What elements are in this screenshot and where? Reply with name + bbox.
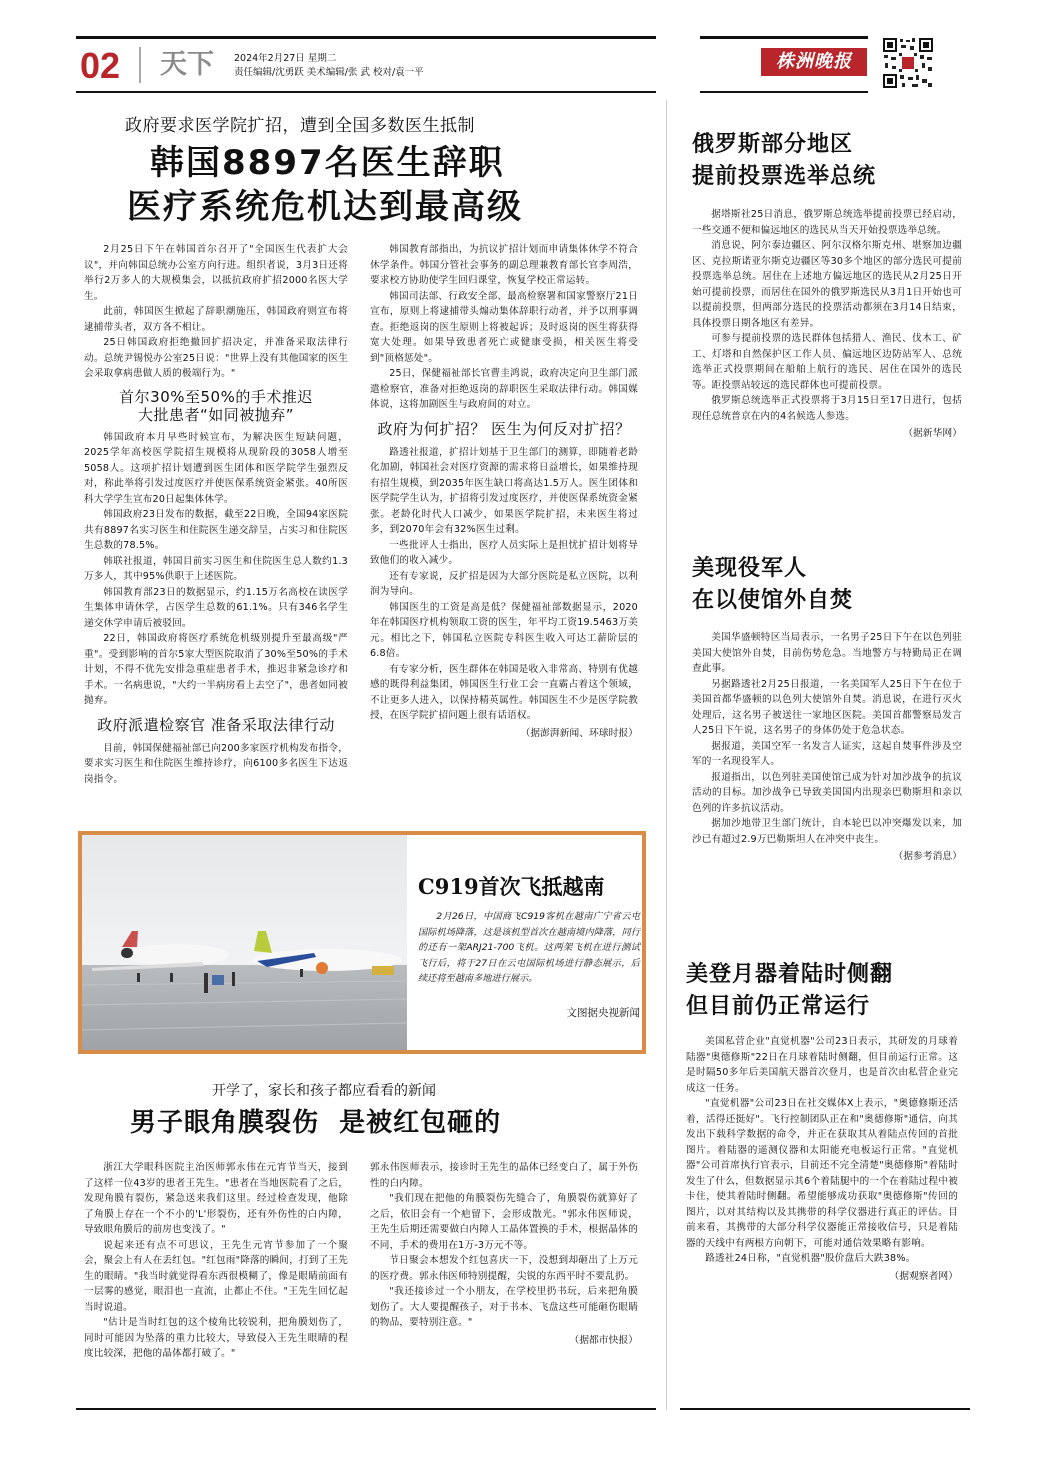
logo-text: 株洲晚报	[776, 51, 852, 72]
paragraph: 此前，韩国医生掀起了辞职潮施压，韩国政府则宣布将逮捕带头者，双方各不相让。	[84, 306, 348, 333]
paragraph: 据塔斯社25日消息，俄罗斯总统选举提前投票已经启动，一些交通不便和偏远地区的选民从当天开始投票选举总统。	[692, 209, 962, 236]
top-rule-right	[700, 36, 868, 39]
paragraph: 25日韩国政府拒绝撤回扩招决定，并准备采取法律行动。总统尹锡悦办公室25日说："世界上没有其他国家的医生会采取拿病患做人质的极端行为。"	[84, 337, 348, 379]
source-credit: （据都市快报）	[569, 1334, 638, 1346]
paragraph: 美国华盛顿特区当局表示，一名男子25日下午在以色列驻美国大使馆外自焚，目前伤势危急。当地警方与特勤局正在调查此事。	[692, 632, 962, 674]
russia-headline-line2: 提前投票选举总统	[692, 163, 877, 189]
paragraph: 路透社24日称，"直觉机器"股价盘后大跌38%。	[705, 1253, 916, 1264]
cornea-column-2	[370, 1160, 638, 1349]
paragraph: 报道指出，以色列驻美国使馆已成为针对加沙战争的抗议活动的目标。加沙战争已导致美国国内出现亲巴勒斯坦和亲以色列的许多抗议活动。	[692, 771, 962, 814]
paragraph: 韩国教育部指出，为抗议扩招计划而申请集体休学不符合休学条件。韩国分管社会事务的副总理兼教育部长官李周浩，要求校方协助使学生回归课堂，恢复学校正常运转。	[370, 244, 638, 286]
paragraph: 另据路透社2月25日报道，一名美国军人25日下午在位于美国首都华盛顿的以色列大使馆外自焚。消息说，在进行灭火处理后，这名男子被送往一家地区医院。美国首都警察局发言人25日下午说，这名男子的身体仍处于危急状态。	[692, 678, 962, 736]
masthead-bottom-rule	[76, 91, 656, 93]
subheading-line: 大批患者“如同被抛弃”	[137, 405, 295, 424]
us-soldier-headline-line1: 美现役军人	[692, 555, 808, 581]
paragraph: 2月25日下午在韩国首尔召开了"全国医生代表扩大会议"，并向韩国总统办公室方向行进。组织者说，3月3日还将举行2万多人的大规模集会，以抵抗政府扩招2000名医大学生。	[84, 244, 348, 302]
cornea-column-1	[84, 1160, 348, 1362]
cornea-kicker: 开学了，家长和孩子都应看看的新闻	[212, 1083, 436, 1099]
source-credit: （据新华网）	[903, 428, 962, 439]
main-story-column-2	[370, 242, 638, 742]
paragraph: 据加沙地带卫生部门统计，自本轮巴以冲突爆发以来，加沙已有超过2.9万巴勒斯坦人在冲突中丧生。	[692, 818, 962, 845]
photo-story-body: 2月26日，中国商飞C919客机在越南广宁省云屯国际机场降落，这是该机型首次在越南境内降落，同行的还有一架ARJ21-700飞机。这两架飞机在进行测试飞行后，将于27日在云屯国际机场进行静态展示，后续还将至越南多地进行展示。	[418, 911, 640, 984]
lander-story-body	[686, 1034, 958, 1285]
paragraph: 郭永伟医师表示，接诊时王先生的晶体已经变白了，属于外伤性的白内障。	[370, 1162, 638, 1189]
paragraph: 韩国教育部23日的数据显示，约1.15万名高校在读医学生集体申请休学，占医学生总数的61.1%。只有346名学生递交休学申请后被驳回。	[84, 586, 348, 629]
cornea-headline: 男子眼角膜裂伤 是被红包砸的	[130, 1108, 502, 1138]
source-credit: （据澎湃新闻、环球时报）	[520, 727, 638, 739]
paragraph: 可参与提前投票的选民群体包括猎人、渔民、伐木工、矿工、灯塔和自然保护区工作人员、偏远地区边防站军人、总统选举正式投票期间在船舶上航行的选民、居住在国外的选民等。距投票站较远的选民群体也可提前投票。	[692, 333, 962, 391]
paragraph: 浙江大学眼科医院主治医师郭永伟在元宵节当天，接到了这样一位43岁的患者王先生。"患者在当地医院看了之后，发现角膜有裂伤，紧急送来我们这里。经过检查发现，他除了角膜上存在一个不小的'L'形裂伤，还有外伤性的白内障，导致眼角膜后的前房也变浅了。"	[84, 1162, 348, 1235]
top-rule	[76, 36, 656, 39]
bottom-rule	[76, 1408, 656, 1410]
paragraph: 韩国司法部、行政安全部、最高检察署和国家警察厅21日宣布，原则上将逮捕带头煽动集体辞职行动者，并予以刑事调查。拒绝返岗的医生原则上将被起诉；及时返岗的医生将获得宽大处理。如果导致患者死亡或健康受损，相关医生将受到"顶格惩处"。	[370, 290, 638, 364]
section-divider	[139, 47, 141, 83]
russia-headline-line1: 俄罗斯部分地区	[692, 131, 854, 157]
paragraph: 一些批评人士指出，医疗人员实际上是担忧扩招计划将导致他们的收入减少。	[370, 539, 638, 566]
main-headline-line2: 医疗系统危机达到最高级	[127, 187, 523, 227]
issue-date: 2024年2月27日 星期二	[234, 53, 337, 64]
paragraph: 韩联社报道，韩国目前实习医生和住院医生总人数约1.3万多人，其中95%供职于上述医院。	[84, 555, 348, 582]
paragraph: 有专家分析，医生群体在韩国是收入非常高、特别有优越感的既得利益集团，韩国医生行业工会一直霸占着这个领域，不让更多人进入，以保持精英属性。韩国医生不少是医学院教授，在医学院扩招问题上很有话语权。	[370, 663, 638, 721]
photo-story-frame	[78, 831, 646, 1054]
main-story-column-1	[84, 242, 348, 787]
source-credit: （据参考消息）	[893, 851, 962, 862]
subheading-surgery-delay	[84, 388, 348, 424]
aircraft-photo	[82, 835, 407, 1050]
paragraph: "直觉机器"公司23日在社交媒体X上表示，"奥德修斯还活着，活得还挺好"。飞行控制团队正在和"奥德修斯"通信，向其发出下载科学数据的命令，并正在获取其从着陆点传回的首批图片。着陆器的遥测仪器和太阳能充电板运行正常。"直觉机器"公司首席执行官表示，目前还不完全清楚"奥德修斯"着陆时发生了什么，但数据显示其6个着陆腿中的一个在着陆过程中被卡住，使其着陆时侧翻。希望能够成功获取"奥德修斯"传回的图片，以对其结构以及其携带的科学仪器进行真正的评估。目前来看，其携带的大部分科学仪器能正常接收信号，只是着陆器的天线中有两根方向朝下，可能对通信效果略有影响。	[686, 1098, 958, 1249]
paragraph: 25日，保健福祉部长官曹圭鸿说，政府决定向卫生部门派遣检察官，准备对拒绝返岗的辞职医生采取法律行动。韩国媒体说，这将加剧医生与政府间的对立。	[370, 368, 638, 410]
paragraph: "我还接诊过一个小朋友，在学校里扔书玩，后来把角膜划伤了。大人要提醒孩子，对于书本、飞盘这些可能砸伤眼睛的物品，要特别注意。"	[370, 1286, 638, 1328]
paragraph: "估计是当时红包的这个棱角比较锐利，把角膜划伤了，同时可能因为坠落的重力比较大，导致侵入王先生眼睛的程度比较深，把他的晶体都打破了。"	[84, 1317, 348, 1359]
column-divider	[666, 100, 667, 1410]
lander-headline-line2: 但目前仍正常运行	[686, 993, 871, 1019]
paragraph: 俄罗斯总统选举正式投票将于3月15日至17日进行，包括现任总统普京在内的4名候选人参选。	[692, 395, 962, 422]
lander-story	[686, 958, 966, 1022]
paragraph: 还有专家说，反扩招是因为大部分医院是私立医院，以利润为导向。	[370, 570, 638, 597]
paragraph: 路透社报道，扩招计划基于卫生部门的测算，即随着老龄化加剧，韩国社会对医疗资源的需求将日益增长，如果维持现有招生规模，到2035年医生缺口将高达1.5万人。医生团体和医学院学生认为，扩招将引发过度医疗，并使医保系统资金紧张。老龄化时代人口减少，如果医学院扩招，未来医生将过多，到2070年会有32%医生过剩。	[370, 446, 638, 535]
us-soldier-story	[692, 552, 964, 616]
qr-code-icon	[882, 37, 934, 89]
paragraph: 韩国政府本月早些时候宣布，为解决医生短缺问题，2025学年高校医学院招生规模将从现阶段的3058人增至5058人。这项扩招计划遭到医生团体和医学院学生强烈反对，称此举将引发过度医疗并使医保系统资金紧张。40所医科大学学生宣布20日起集体休学。	[84, 431, 348, 505]
subheading-why-expand: 政府为何扩招？ 医生为何反对扩招？	[377, 419, 631, 438]
us-soldier-story-body	[692, 630, 962, 865]
source-credit: （据观察者网）	[889, 1270, 958, 1282]
masthead-bottom-rule-right	[700, 91, 868, 93]
paragraph: 美国私营企业"直觉机器"公司23日表示，其研发的月球着陆器"奥德修斯"22日在月球着陆时侧翻，但目前运行正常。这是时隔50多年后美国航天器首次登月，也是首次由私营企业完成这一任务。	[686, 1036, 958, 1094]
us-soldier-headline-line2: 在以使馆外自焚	[692, 587, 854, 613]
bottom-rule-right	[680, 1408, 970, 1410]
lander-headline-line1: 美登月器着陆时侧翻	[686, 961, 894, 987]
russia-story	[692, 128, 964, 192]
paragraph: 韩国政府23日发布的数据，截至22日晚，全国94家医院共有8897名实习医生和住院医生递交辞呈，占实习和住院医生总数的78.5%。	[84, 509, 348, 551]
paragraph: 节日聚会本想发个红包喜庆一下，没想到却砸出了上万元的医疗费。郭永伟医师特别提醒，尖锐的东西平时不要乱扔。	[370, 1255, 638, 1282]
paragraph: 消息说，阿尔泰边疆区、阿尔汉格尔斯克州、堪察加边疆区、克拉斯诺亚尔斯克边疆区等30多个地区的部分选民可提前投票选举总统。居住在上述地方偏远地区的选民从2月25日开始可提前投票，而居住在国外的俄罗斯选民从3月1日开始也可以提前投票，但两部分选民的投票活动都须在3月14日结束，具体投票日期各地区有差异。	[692, 240, 962, 329]
subheading-line: 首尔30%至50%的手术推迟	[119, 387, 313, 406]
paragraph: 说起来还有点不可思议，王先生元宵节参加了一个聚会，聚会上有人在丢红包。"红包雨"降落的瞬间，打到了王先生的眼睛。"我当时就觉得看东西很模糊了，像是眼睛前面有一层雾的感觉，眼泪也一直流，止都止不住。"王先生回忆起当时说道。	[84, 1239, 348, 1313]
page-number: 02	[80, 45, 121, 86]
newspaper-logo	[761, 48, 867, 76]
photo-credit: 文图据央视新闻	[566, 1007, 640, 1019]
paragraph: 韩国医生的工资是高是低？保健福祉部数据显示，2020年在韩国医疗机构领取工资的医生，年平均工资19.5463万美元。相比之下，韩国私立医院专科医生收入可达工薪阶层的6.8倍。	[370, 601, 638, 659]
main-kicker: 政府要求医学院扩招，遭到全国多数医生抵制	[125, 116, 475, 136]
section-name: 天下	[160, 49, 214, 80]
paragraph: 22日，韩国政府将医疗系统危机级别提升至最高级"严重"。受到影响的首尔5家大型医院取消了30%至50%的手术计划，不得不优先安排急重症患者手术，推迟非紧急诊疗和手术。一名病患说，"大约一半病房看上去空了"，患者如同被抛弃。	[84, 633, 348, 706]
paragraph: 据报道，美国空军一名发言人证实，这起自焚事件涉及空军的一名现役军人。	[692, 740, 962, 767]
editors-credit: 责任编辑/沈勇跃 美术编辑/张 武 校对/袁一平	[234, 67, 424, 78]
main-headline-line1: 韩国8897名医生辞职	[150, 143, 505, 183]
russia-story-body	[692, 207, 962, 442]
photo-story-title: C919首次飞抵越南	[418, 874, 605, 899]
paragraph: 目前，韩国保健福祉部已向200多家医疗机构发布指令，要求实习医生和住院医生维持诊疗，向6100多名医生下达返岗指令。	[84, 742, 348, 785]
subheading-prosecutors: 政府派遣检察官 准备采取法律行动	[97, 715, 335, 734]
paragraph: "我们现在把他的角膜裂伤先缝合了，角膜裂伤就算好了之后，依旧会有一个疤留下，会形成散光。"郭永伟医师说，王先生后期还需要做白内障人工晶体置换的手术，根据晶体的不同，手术的费用在1万-3万元不等。	[370, 1193, 638, 1251]
